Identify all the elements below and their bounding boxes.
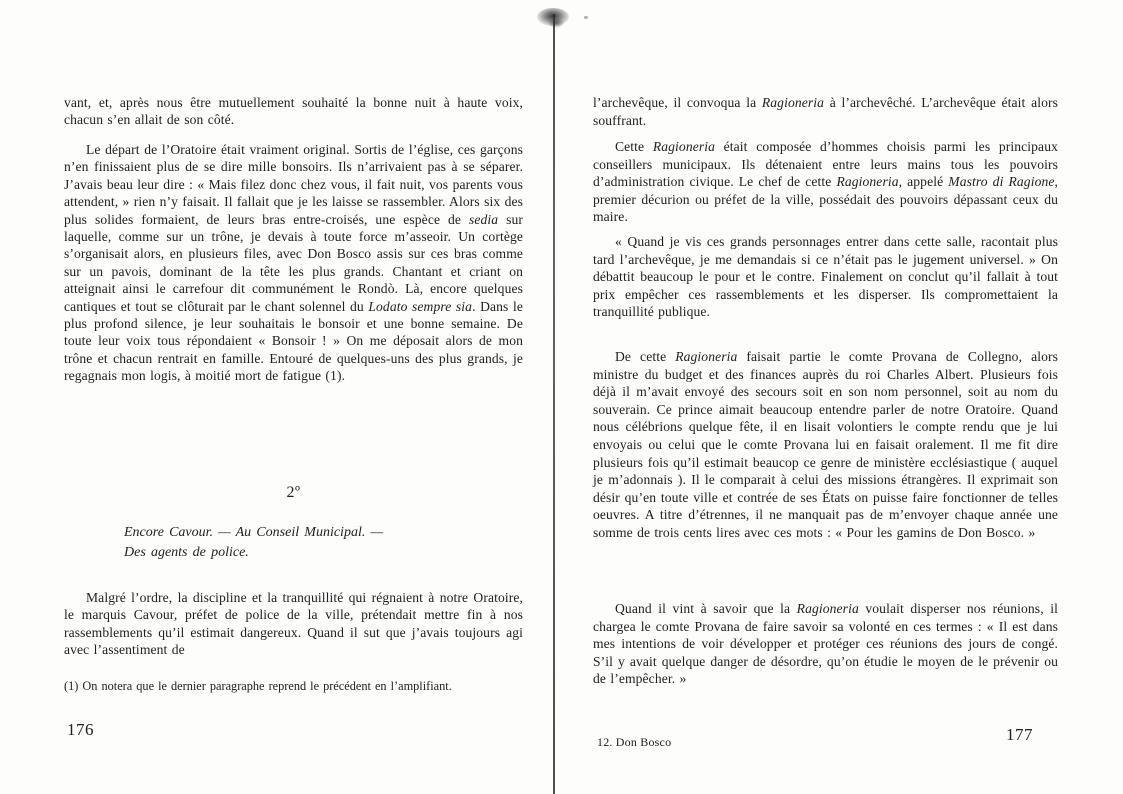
signature-mark: 12. Don Bosco (597, 735, 672, 749)
paragraph-continuation (593, 94, 1058, 129)
text-run: Quand il vint à savoir que la (615, 601, 797, 616)
text-run: Le départ de l’Oratoire était vraiment original. Sortis de l’église, ces garçons n’en finissaient plus de se dire mille bonsoirs. Ils n’arrivaient pas à se séparer. J’avais beau leur dire : « Mais filez donc chez vous, il fait nuit, vos parents vous attendent, » rien n’y faisait. Il fallait que je les laisse se rassembler. Alors six des plus solides formaient, de leurs bras entre-croisés, une espèce de (64, 142, 523, 227)
paragraph (593, 233, 1058, 321)
subtitle-line: Encore Cavour. — Au Conseil Municipal. — (124, 525, 383, 540)
text-run: était composée d’hommes choisis parmi les principaux conseillers municipaux. Ils détenaient entre leurs mains tous les pouvoirs d’administration civique. Le chef de cette (593, 139, 1058, 190)
text-run: Malgré l’ordre, la discipline et la tranquillité qui régnaient à notre Oratoire, le marquis Cavour, préfet de police de la ville, prétendait mettre fin à nos rassemblements qu’il estimait dangereux. Quand il sut que j’avais toujours agi avec l’assentiment de (64, 590, 523, 658)
text-run: voulait disperser nos réunions, il chargea le comte Provana de faire savoir sa volonté en ces termes : « Il est dans mes intentions de voir développer et protéger ces réunions des jours de congé. S’il y avait quelque danger de désordre, qu’on étudie le moyen de le prévenir ou de l’empêcher. » (593, 601, 1058, 687)
italic-text-run: sedia (468, 211, 499, 227)
italic-text-run: Mastro di Ragione (948, 174, 1055, 190)
text-run: « Quand je vis ces grands personnages entrer dans cette salle, racontait plus tard l’archevêque, je me demandais si ce n’était pas le jugement universel. » On débattit beaucoup le pour et le contre. Finalement on conclut qu’il fallait à tout prix empêcher ces rassemblements et les disperser. Ils compromettaient la tranquillité publique. (593, 234, 1058, 320)
paragraph (64, 589, 523, 659)
text-run: faisait partie le comte Provana de Collegno, alors ministre du budget et des finances auprès du roi Charles Albert. Plusieurs fois déjà il m’avait envoyé des secours soit en son nom personnel, soit au nom du souverain. Ce prince aimait beaucoup entendre parler de notre Oratoire. Quand nous célébrions quelque fête, il en lisait volontiers le compte rendu que je lui envoyais ou celui que le comte Provana lui en faisait oralement. Il me fit dire plusieurs fois qu’il estimait beaucop ce genre de ministère ecclésiastique ( auquel je m’adonnais ). Il le comparait à celui des missions étrangères. Il exprimait son désir qu’en toute ville et contrée de ses États on puisse faire fonctionner de telles oeuvres. A titre d’étrennes, il ne manquait pas de m’envoyer chaque année une somme de trois cents lires avec ces mots : « Pour les gamins de Don Bosco. » (593, 349, 1058, 540)
italic-text-run: Ragioneria (796, 601, 859, 616)
paragraph (64, 141, 523, 385)
italic-text-run: Ragioneria (675, 349, 738, 364)
footnote: (1) On notera que le dernier paragraphe reprend le précédent en l’amplifiant. (64, 679, 452, 693)
text-run: . Dans le plus profond silence, je leur souhaitais le bonsoir et une bonne semaine. De toute leur voix tous répondaient « Bonsoir ! » On me déposait alors de mon trône et chacun rentrait en famille. Entouré de quelques-uns des plus grands, je regagnais mon logis, à moitié mort de fatigue (1). (64, 298, 523, 384)
scan-speck (584, 16, 588, 19)
subtitle-line: Des agents de police. (124, 545, 249, 560)
ink-smudge-small (548, 18, 564, 28)
text-run: vant, et, après nous être mutuellement souhaité la bonne nuit à haute voix, chacun s’en allait de son côté. (64, 95, 523, 128)
text-run: sur laquelle, comme sur un trône, je devais à toute force m’asseoir. Un cortège s’organisait alors, en plusieurs files, avec Don Bosco assis sur ces bras comme sur un pavois, dominant de la tête les plus grands. Chantant et criant on atteignait ainsi le carrefour dit communément le Rondò. Là, encore quelques cantiques et tout se clôturait par le chant solennel du (64, 211, 523, 314)
italic-text-run: Lodato sempre sia (368, 298, 473, 314)
spine-fold-line (553, 14, 555, 794)
text-run: Cette (615, 139, 653, 154)
page-number-right: 177 (1006, 725, 1033, 744)
page-number-left: 176 (67, 720, 94, 739)
paragraph (593, 600, 1058, 688)
left-page (64, 92, 523, 792)
italic-text-run: Ragioneria (836, 174, 899, 190)
text-run: , appelé (898, 174, 949, 190)
paragraph-continuation (64, 94, 523, 129)
right-page (593, 92, 1058, 792)
section-subtitle (64, 523, 523, 563)
text-run: l’archevêque, il convoqua la (593, 95, 762, 110)
italic-text-run: Ragioneria (761, 95, 825, 110)
text-run: à l’archevêché. L’archevêque était alors souffrant. (593, 95, 1058, 128)
section-heading: 2º (286, 484, 301, 501)
paragraph (593, 138, 1058, 226)
text-run: De cette (615, 349, 676, 364)
paragraph (593, 348, 1058, 542)
italic-text-run: Ragioneria (652, 139, 716, 154)
text-run: , premier décurion ou préfet de la ville, possédait des pouvoirs dépassant ceux du maire. (593, 174, 1058, 225)
